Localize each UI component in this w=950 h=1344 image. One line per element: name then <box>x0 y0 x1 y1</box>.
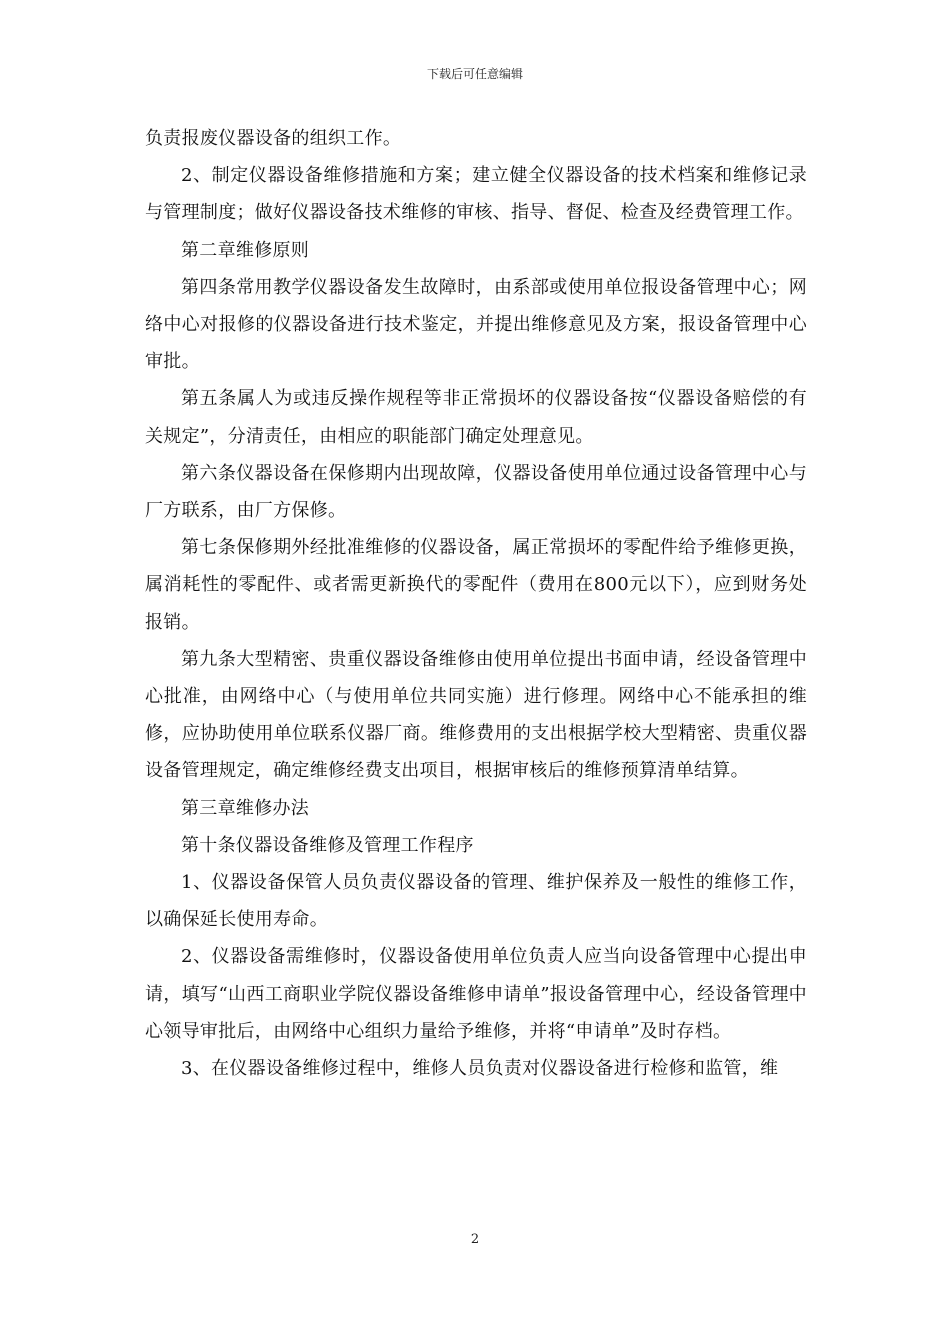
section-heading: 第二章维修原则 <box>181 239 310 261</box>
page-number: 2 <box>470 1232 480 1247</box>
paragraph: 第十条仪器设备维修及管理工作程序 <box>181 834 474 856</box>
paragraph: 第五条属人为或违反操作规程等非正常损坏的仪器设备按“仪器设备赔偿的有关规定”，分清责任，由相应的职能部门确定处理意见。 <box>145 388 807 447</box>
paragraph: 负责报废仪器设备的组织工作。 <box>145 128 402 149</box>
paragraph: 第四条常用教学仪器设备发生故障时，由系部或使用单位报设备管理中心；网络中心对报修的仪器设备进行技术鉴定，并提出维修意见及方案，报设备管理中心审批。 <box>145 276 807 373</box>
page-header: 下载后可任意编辑 <box>426 67 523 81</box>
section-heading: 第三章维修办法 <box>181 797 310 819</box>
paragraph: 3、在仪器设备维修过程中，维修人员负责对仪器设备进行检修和监管，维 <box>181 1058 779 1080</box>
paragraph: 2、制定仪器设备维修措施和方案；建立健全仪器设备的技术档案和维修记录与管理制度；做好仪器设备技术维修的审核、指导、督促、检查及经费管理工作。 <box>145 165 807 224</box>
paragraph: 第七条保修期外经批准维修的仪器设备，属正常损坏的零配件给予维修更换，属消耗性的零配件、或者需更新换代的零配件（费用在800元以下），应到财务处报销。 <box>145 537 807 633</box>
paragraph: 1、仪器设备保管人员负责仪器设备的管理、维护保养及一般性的维修工作，以确保延长使用寿命。 <box>145 872 807 931</box>
document-body <box>145 120 807 1087</box>
paragraph: 2、仪器设备需维修时，仪器设备使用单位负责人应当向设备管理中心提出申请，填写“山西工商职业学院仪器设备维修申请单”报设备管理中心，经设备管理中心领导审批后，由网络中心组织力量给予维修，并将“申请单”及时存档。 <box>145 946 807 1042</box>
paragraph: 第九条大型精密、贵重仪器设备维修由使用单位提出书面申请，经设备管理中心批准，由网络中心（与使用单位共同实施）进行修理。网络中心不能承担的维修，应协助使用单位联系仪器厂商。维修费用的支出根据学校大型精密、贵重仪器设备管理规定，确定维修经费支出项目，根据审核后的维修预算清单结算。 <box>145 648 807 782</box>
paragraph: 第六条仪器设备在保修期内出现故障，仪器设备使用单位通过设备管理中心与厂方联系，由厂方保修。 <box>145 462 807 522</box>
